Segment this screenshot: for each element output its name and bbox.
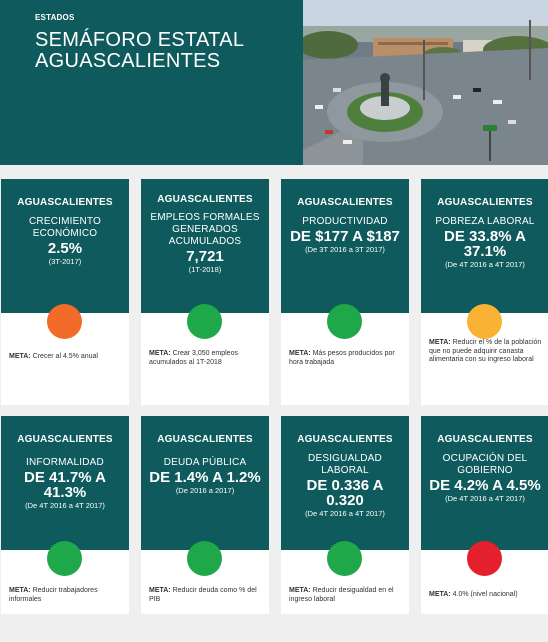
- traffic-light-green-icon: [327, 541, 362, 576]
- card-header: [1, 416, 129, 550]
- meta-text: [289, 587, 403, 604]
- meta-goal: Reducir desigualdad en el ingreso laboral: [289, 587, 394, 603]
- card-header: [421, 416, 548, 550]
- indicator-label: EMPLEOS FORMALES GENERADOS ACUMULADOS: [150, 212, 260, 247]
- indicator-value: DE 4.2% A 4.5%: [429, 477, 541, 494]
- traffic-light-amber-icon: [467, 304, 502, 339]
- card-footer: [421, 550, 548, 614]
- meta-prefix: META:: [149, 587, 171, 594]
- meta-text: [149, 350, 263, 367]
- indicator-card-desigualdad: [281, 416, 409, 642]
- card-state: AGUASCALIENTES: [297, 197, 393, 208]
- indicator-period: (De 3T 2016 a 3T 2017): [305, 245, 385, 254]
- card-header: [1, 179, 129, 313]
- card-state: AGUASCALIENTES: [17, 434, 113, 445]
- card-header: [281, 179, 409, 313]
- indicator-label: POBREZA LABORAL: [435, 216, 535, 227]
- indicator-period: (De 4T 2016 a 4T 2017): [445, 260, 525, 269]
- page-header: [0, 0, 548, 165]
- card-footer: [421, 313, 548, 405]
- meta-text: [9, 353, 123, 362]
- meta-prefix: META:: [429, 339, 451, 346]
- indicator-card-crecimiento: [1, 179, 129, 405]
- card-footer: [141, 313, 269, 405]
- card-footer: [141, 550, 269, 614]
- traffic-light-red-icon: [467, 541, 502, 576]
- meta-goal: Más pesos producidos por hora trabajada: [289, 350, 395, 366]
- meta-goal: Reducir trabajadores informales: [9, 587, 98, 603]
- meta-text: [429, 591, 543, 600]
- card-state: AGUASCALIENTES: [157, 194, 253, 205]
- indicator-card-empleos: [141, 179, 269, 405]
- card-header: [141, 179, 269, 313]
- page-title: SEMÁFORO ESTATAL AGUASCALIENTES: [35, 29, 244, 72]
- indicator-card-deuda: [141, 416, 269, 642]
- section-tag: ESTADOS: [35, 13, 75, 22]
- meta-text: [429, 339, 543, 365]
- card-state: AGUASCALIENTES: [297, 434, 393, 445]
- header-panel: [0, 0, 303, 165]
- indicator-label: OCUPACIÓN DEL GOBIERNO: [442, 453, 528, 476]
- indicator-period: (De 4T 2016 a 4T 2017): [305, 509, 385, 518]
- indicator-period: (De 4T 2016 a 4T 2017): [25, 501, 105, 510]
- traffic-light-green-icon: [327, 304, 362, 339]
- meta-goal: Reducir el % de la población que no puede adquirir canasta alimentaria con su ingreso laboral: [429, 339, 542, 363]
- card-header: [281, 416, 409, 550]
- traffic-light-orange-icon: [47, 304, 82, 339]
- indicator-value: 7,721: [186, 248, 224, 265]
- indicator-label: CRECIMIENTO ECONÓMICO: [28, 216, 102, 239]
- card-state: AGUASCALIENTES: [437, 434, 533, 445]
- indicator-period: (De 4T 2016 a 4T 2017): [445, 494, 525, 503]
- indicator-value: DE 41.7% A 41.3%: [24, 469, 106, 501]
- meta-text: [9, 587, 123, 604]
- indicator-value: DE 0.336 A 0.320: [306, 477, 384, 509]
- card-footer: [281, 550, 409, 614]
- city-roundabout-image: [303, 0, 548, 165]
- card-footer: [281, 313, 409, 405]
- meta-goal: Reducir deuda como % del PIB: [149, 587, 257, 603]
- indicator-label: INFORMALIDAD: [26, 457, 104, 468]
- meta-goal: 4.0% (nivel nacional): [450, 591, 518, 598]
- card-footer: [1, 550, 129, 614]
- indicator-label: PRODUCTIVIDAD: [302, 216, 388, 227]
- meta-text: [149, 587, 263, 604]
- card-state: AGUASCALIENTES: [437, 197, 533, 208]
- indicator-value: 2.5%: [47, 240, 83, 257]
- card-header: [421, 179, 548, 313]
- traffic-light-green-icon: [187, 541, 222, 576]
- indicator-card-informalidad: [1, 416, 129, 642]
- indicator-value: DE 1.4% A 1.2%: [149, 469, 261, 486]
- meta-prefix: META:: [9, 353, 31, 360]
- card-state: AGUASCALIENTES: [157, 434, 253, 445]
- card-header: [141, 416, 269, 550]
- indicator-label: DESIGUALDAD LABORAL: [308, 453, 382, 476]
- card-footer: [1, 313, 129, 405]
- traffic-light-green-icon: [47, 541, 82, 576]
- meta-goal: Crear 3,050 empleos acumulados al 1T-2018: [149, 350, 238, 366]
- meta-prefix: META:: [289, 350, 311, 357]
- meta-goal: Crecer al 4.5% anual: [30, 353, 98, 360]
- indicator-value: DE 33.8% A 37.1%: [444, 228, 526, 260]
- meta-prefix: META:: [429, 591, 451, 598]
- meta-text: [289, 350, 403, 367]
- indicator-card-pobreza: [421, 179, 548, 405]
- indicator-card-productividad: [281, 179, 409, 405]
- meta-prefix: META:: [9, 587, 31, 594]
- meta-prefix: META:: [149, 350, 171, 357]
- indicator-label: DEUDA PÚBLICA: [163, 457, 247, 468]
- meta-prefix: META:: [289, 587, 311, 594]
- indicator-value: DE $177 A $187: [290, 228, 400, 245]
- indicator-card-ocupacion: [421, 416, 548, 642]
- traffic-light-green-icon: [187, 304, 222, 339]
- card-state: AGUASCALIENTES: [17, 197, 113, 208]
- indicator-period: (3T-2017): [48, 257, 82, 266]
- indicator-period: (De 2016 a 2017): [175, 486, 235, 495]
- roundabout-photo: [303, 0, 548, 165]
- indicator-period: (1T-2018): [188, 265, 222, 274]
